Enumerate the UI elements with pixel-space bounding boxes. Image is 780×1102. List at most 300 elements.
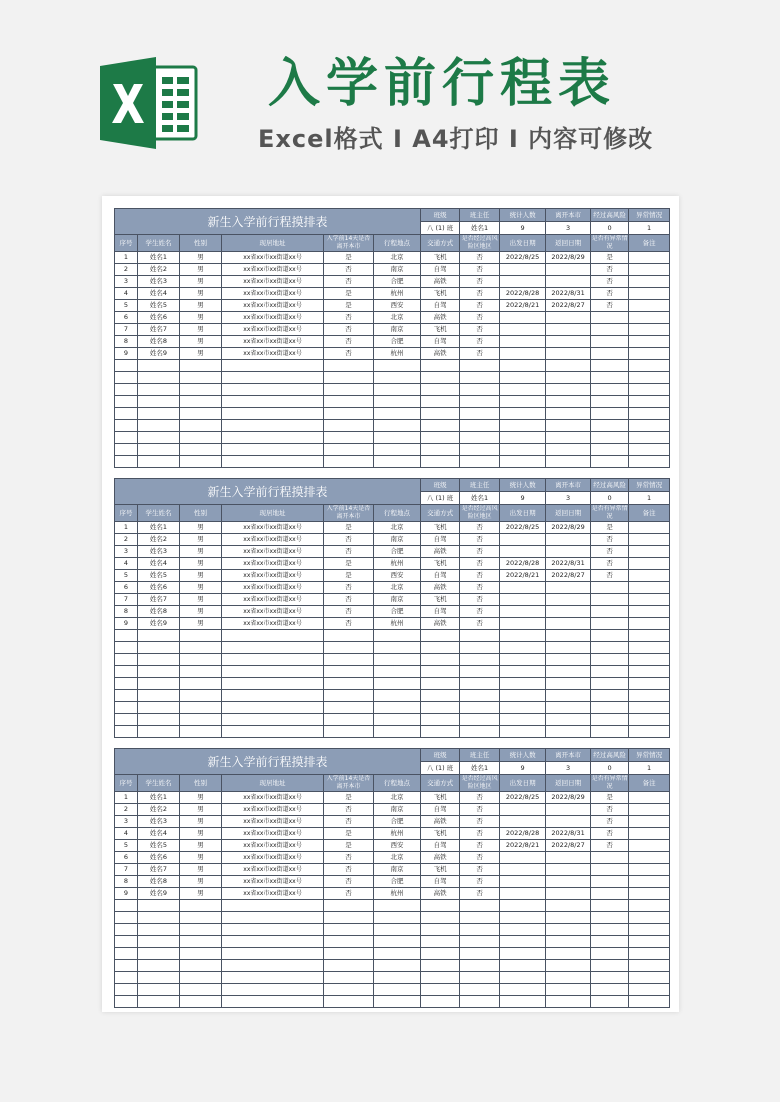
blank-cell: [115, 924, 138, 936]
table-cell: 2022/8/21: [500, 570, 546, 582]
table-cell: [591, 888, 629, 900]
table-cell: 否: [460, 252, 500, 264]
blank-row: [115, 912, 670, 924]
info-label: 班级: [421, 479, 460, 492]
blank-cell: [324, 360, 374, 372]
info-value: 1: [629, 762, 670, 775]
blank-cell: [500, 444, 546, 456]
table-cell: [629, 336, 670, 348]
table-cell: 是: [324, 570, 374, 582]
table-cell: 2022/8/28: [500, 288, 546, 300]
table-cell: 西安: [374, 840, 421, 852]
table-cell: [629, 570, 670, 582]
table-cell: [629, 594, 670, 606]
table-cell: [546, 876, 591, 888]
blank-cell: [180, 642, 222, 654]
blank-cell: [115, 420, 138, 432]
table-cell: [546, 888, 591, 900]
table-cell: 否: [460, 876, 500, 888]
table-cell: 否: [460, 534, 500, 546]
table-cell: [591, 594, 629, 606]
table-cell: 9: [115, 888, 138, 900]
blank-cell: [460, 702, 500, 714]
table-cell: 1: [115, 792, 138, 804]
table-cell: 否: [591, 804, 629, 816]
blank-cell: [374, 972, 421, 984]
table-cell: 姓名1: [138, 252, 180, 264]
blank-cell: [115, 384, 138, 396]
column-header: 入学前14天是否离开本市: [324, 235, 374, 252]
column-header: 序号: [115, 235, 138, 252]
blank-cell: [374, 456, 421, 468]
table-cell: 2022/8/28: [500, 828, 546, 840]
table-cell: 男: [180, 570, 222, 582]
table-row: [115, 312, 670, 324]
table-cell: 否: [460, 828, 500, 840]
blank-row: [115, 408, 670, 420]
blank-cell: [421, 360, 460, 372]
blank-cell: [546, 714, 591, 726]
blank-cell: [324, 630, 374, 642]
table-cell: 2022/8/29: [546, 792, 591, 804]
table-cell: [591, 312, 629, 324]
table-cell: 否: [460, 606, 500, 618]
blank-cell: [222, 900, 324, 912]
page-subtitle: Excel格式 I A4打印 I 内容可修改: [258, 125, 654, 153]
blank-cell: [591, 642, 629, 654]
table-cell: xx省xx市xx街道xx号: [222, 522, 324, 534]
column-header: 序号: [115, 505, 138, 522]
document-sheet: [102, 196, 679, 1012]
table-cell: 是: [324, 792, 374, 804]
blank-cell: [180, 690, 222, 702]
blank-cell: [374, 912, 421, 924]
table-cell: 8: [115, 336, 138, 348]
table-cell: [500, 534, 546, 546]
blank-cell: [138, 900, 180, 912]
info-label: 异常情况: [629, 209, 670, 222]
table-cell: 否: [324, 852, 374, 864]
blank-cell: [324, 654, 374, 666]
table-row: [115, 864, 670, 876]
blank-row: [115, 642, 670, 654]
blank-cell: [421, 444, 460, 456]
blank-cell: [324, 642, 374, 654]
blank-cell: [546, 642, 591, 654]
blank-cell: [222, 360, 324, 372]
table-cell: 飞机: [421, 522, 460, 534]
blank-cell: [629, 408, 670, 420]
column-header: 是否有异常情况: [591, 775, 628, 790]
table-cell: 姓名8: [138, 336, 180, 348]
blank-cell: [324, 960, 374, 972]
blank-cell: [115, 948, 138, 960]
blank-cell: [546, 360, 591, 372]
blank-cell: [180, 924, 222, 936]
info-value: 0: [591, 762, 629, 775]
table-cell: 6: [115, 582, 138, 594]
blank-cell: [500, 420, 546, 432]
info-label: 统计人数: [500, 749, 546, 762]
table-cell: [591, 582, 629, 594]
blank-cell: [374, 420, 421, 432]
blank-cell: [500, 360, 546, 372]
blank-cell: [500, 912, 546, 924]
table-cell: 8: [115, 876, 138, 888]
blank-cell: [629, 456, 670, 468]
table-cell: 杭州: [374, 558, 421, 570]
blank-cell: [629, 726, 670, 738]
blank-cell: [180, 726, 222, 738]
blank-cell: [222, 996, 324, 1008]
blank-cell: [138, 690, 180, 702]
table-row: [115, 840, 670, 852]
table-cell: 否: [460, 264, 500, 276]
blank-cell: [460, 384, 500, 396]
blank-cell: [460, 984, 500, 996]
blank-row: [115, 444, 670, 456]
table-cell: 1: [115, 252, 138, 264]
table-cell: [629, 546, 670, 558]
table-row: [115, 252, 670, 264]
blank-cell: [180, 630, 222, 642]
blank-cell: [421, 984, 460, 996]
blank-cell: [180, 984, 222, 996]
blank-cell: [115, 396, 138, 408]
table-cell: 杭州: [374, 348, 421, 360]
blank-row: [115, 996, 670, 1008]
table-cell: 男: [180, 276, 222, 288]
blank-cell: [546, 666, 591, 678]
table-cell: [591, 852, 629, 864]
column-header: 是否经过高风险区地区: [461, 505, 498, 520]
table-row: [115, 828, 670, 840]
table-cell: 是: [324, 522, 374, 534]
table-cell: 是: [324, 300, 374, 312]
table-cell: 姓名1: [138, 792, 180, 804]
blank-row: [115, 432, 670, 444]
table-cell: 2022/8/29: [546, 522, 591, 534]
table-cell: xx省xx市xx街道xx号: [222, 888, 324, 900]
table-cell: 男: [180, 252, 222, 264]
table-cell: 北京: [374, 792, 421, 804]
blank-cell: [500, 972, 546, 984]
table-cell: 否: [460, 522, 500, 534]
table-cell: 2022/8/21: [500, 300, 546, 312]
blank-cell: [138, 984, 180, 996]
blank-cell: [115, 936, 138, 948]
table-cell: 2022/8/31: [546, 828, 591, 840]
blank-cell: [546, 420, 591, 432]
blank-cell: [324, 456, 374, 468]
blank-cell: [222, 960, 324, 972]
blank-cell: [421, 396, 460, 408]
table-cell: 2022/8/27: [546, 570, 591, 582]
blank-cell: [222, 912, 324, 924]
table-cell: xx省xx市xx街道xx号: [222, 816, 324, 828]
table-row: [115, 582, 670, 594]
column-header: 出发日期: [500, 775, 546, 792]
table-row: [115, 276, 670, 288]
blank-cell: [222, 384, 324, 396]
table-cell: 2022/8/31: [546, 558, 591, 570]
table-cell: 姓名2: [138, 534, 180, 546]
blank-cell: [500, 678, 546, 690]
table-cell: 自驾: [421, 606, 460, 618]
table-cell: 杭州: [374, 288, 421, 300]
blank-cell: [138, 666, 180, 678]
table-cell: 否: [460, 582, 500, 594]
blank-cell: [629, 666, 670, 678]
info-label: 离开本市: [546, 749, 591, 762]
column-header: 交通方式: [421, 505, 460, 522]
blank-cell: [500, 726, 546, 738]
table-cell: 姓名8: [138, 606, 180, 618]
table-cell: 否: [324, 348, 374, 360]
table-cell: 男: [180, 582, 222, 594]
blank-cell: [460, 936, 500, 948]
info-value: 姓名1: [460, 492, 500, 505]
table-cell: 姓名7: [138, 594, 180, 606]
info-value: 八 (1) 班: [421, 762, 460, 775]
column-header: 学生姓名: [138, 235, 180, 252]
table-cell: [546, 324, 591, 336]
table-cell: 男: [180, 828, 222, 840]
blank-cell: [500, 396, 546, 408]
table-cell: 否: [460, 324, 500, 336]
table-cell: [546, 582, 591, 594]
table-cell: 否: [324, 546, 374, 558]
page-title: 入学前行程表: [268, 54, 617, 114]
blank-cell: [180, 444, 222, 456]
table-cell: 3: [115, 276, 138, 288]
info-value: 1: [629, 222, 670, 235]
blank-cell: [546, 456, 591, 468]
blank-cell: [629, 936, 670, 948]
table-cell: 否: [324, 264, 374, 276]
blank-cell: [115, 666, 138, 678]
table-row: [115, 816, 670, 828]
blank-cell: [222, 936, 324, 948]
table-cell: 姓名7: [138, 864, 180, 876]
table-cell: xx省xx市xx街道xx号: [222, 276, 324, 288]
table-cell: 2022/8/27: [546, 300, 591, 312]
info-label: 经过高风险: [591, 209, 629, 222]
table-title-row: [115, 749, 670, 762]
blank-cell: [324, 384, 374, 396]
table-cell: 7: [115, 324, 138, 336]
blank-cell: [115, 960, 138, 972]
blank-cell: [222, 444, 324, 456]
table-cell: [591, 876, 629, 888]
blank-cell: [324, 396, 374, 408]
table-cell: 姓名3: [138, 276, 180, 288]
blank-cell: [324, 444, 374, 456]
table-cell: [500, 864, 546, 876]
table-cell: 南京: [374, 264, 421, 276]
blank-cell: [546, 900, 591, 912]
blank-cell: [546, 996, 591, 1008]
blank-cell: [591, 912, 629, 924]
table-cell: 3: [115, 546, 138, 558]
blank-cell: [629, 432, 670, 444]
blank-cell: [629, 948, 670, 960]
blank-cell: [460, 924, 500, 936]
blank-cell: [500, 630, 546, 642]
table-row: [115, 618, 670, 630]
column-header-row: [115, 775, 670, 792]
table-cell: 否: [324, 276, 374, 288]
blank-cell: [546, 972, 591, 984]
table-cell: [629, 816, 670, 828]
info-label: 经过高风险: [591, 749, 629, 762]
table-cell: 男: [180, 288, 222, 300]
blank-cell: [138, 630, 180, 642]
blank-cell: [460, 444, 500, 456]
blank-cell: [546, 396, 591, 408]
table-cell: 7: [115, 864, 138, 876]
blank-cell: [546, 984, 591, 996]
blank-cell: [115, 456, 138, 468]
info-value: 3: [546, 222, 591, 235]
table-cell: 否: [324, 804, 374, 816]
table-cell: 否: [591, 558, 629, 570]
table-cell: 否: [591, 570, 629, 582]
table-cell: [500, 594, 546, 606]
table-cell: 飞机: [421, 792, 460, 804]
blank-cell: [629, 420, 670, 432]
column-header: 现居地址: [222, 505, 324, 522]
blank-cell: [324, 996, 374, 1008]
blank-cell: [324, 900, 374, 912]
table-cell: 男: [180, 264, 222, 276]
table-cell: 4: [115, 828, 138, 840]
table-cell: 否: [460, 804, 500, 816]
blank-cell: [421, 456, 460, 468]
column-header-row: [115, 505, 670, 522]
blank-cell: [421, 924, 460, 936]
table-cell: 男: [180, 804, 222, 816]
blank-cell: [222, 666, 324, 678]
table-cell: xx省xx市xx街道xx号: [222, 594, 324, 606]
blank-cell: [180, 408, 222, 420]
table-cell: 合肥: [374, 606, 421, 618]
table-cell: 姓名6: [138, 582, 180, 594]
blank-cell: [629, 690, 670, 702]
blank-cell: [138, 372, 180, 384]
table-cell: 西安: [374, 570, 421, 582]
table-cell: 姓名8: [138, 876, 180, 888]
blank-cell: [222, 726, 324, 738]
table-cell: xx省xx市xx街道xx号: [222, 324, 324, 336]
table-cell: 男: [180, 864, 222, 876]
blank-cell: [629, 900, 670, 912]
blank-cell: [138, 444, 180, 456]
table-cell: 否: [591, 816, 629, 828]
blank-cell: [591, 714, 629, 726]
table-cell: 男: [180, 558, 222, 570]
blank-cell: [500, 432, 546, 444]
blank-cell: [222, 432, 324, 444]
blank-cell: [180, 702, 222, 714]
blank-cell: [500, 456, 546, 468]
column-header: 学生姓名: [138, 505, 180, 522]
table-cell: 南京: [374, 534, 421, 546]
table-cell: 自驾: [421, 804, 460, 816]
info-label: 班主任: [460, 749, 500, 762]
blank-cell: [500, 900, 546, 912]
column-header: 行程地点: [374, 505, 421, 522]
column-header: 备注: [629, 505, 670, 522]
table-cell: xx省xx市xx街道xx号: [222, 864, 324, 876]
info-value: 9: [500, 492, 546, 505]
table-cell: [629, 606, 670, 618]
table-cell: [500, 324, 546, 336]
table-cell: 否: [591, 828, 629, 840]
info-value: 姓名1: [460, 222, 500, 235]
blank-cell: [460, 678, 500, 690]
blank-row: [115, 960, 670, 972]
table-cell: 自驾: [421, 300, 460, 312]
blank-cell: [421, 666, 460, 678]
blank-cell: [222, 678, 324, 690]
table-cell: 否: [324, 534, 374, 546]
blank-cell: [222, 372, 324, 384]
table-cell: 2022/8/31: [546, 288, 591, 300]
blank-cell: [180, 714, 222, 726]
table-cell: 男: [180, 594, 222, 606]
table-cell: 否: [460, 558, 500, 570]
table-cell: xx省xx市xx街道xx号: [222, 606, 324, 618]
table-cell: 飞机: [421, 828, 460, 840]
blank-cell: [324, 726, 374, 738]
blank-cell: [421, 372, 460, 384]
blank-cell: [629, 714, 670, 726]
table-cell: 否: [324, 324, 374, 336]
table-cell: 是: [324, 840, 374, 852]
table-cell: 否: [324, 816, 374, 828]
info-label: 离开本市: [546, 209, 591, 222]
table-cell: 高铁: [421, 618, 460, 630]
column-header: 出发日期: [500, 505, 546, 522]
blank-row: [115, 948, 670, 960]
blank-cell: [374, 996, 421, 1008]
table-cell: xx省xx市xx街道xx号: [222, 852, 324, 864]
blank-cell: [500, 654, 546, 666]
table-row: [115, 570, 670, 582]
table-cell: 是: [591, 522, 629, 534]
table-cell: xx省xx市xx街道xx号: [222, 558, 324, 570]
info-label: 统计人数: [500, 479, 546, 492]
column-header-row: [115, 235, 670, 252]
table-row: [115, 804, 670, 816]
table-cell: [629, 348, 670, 360]
table-cell: 5: [115, 570, 138, 582]
blank-cell: [591, 420, 629, 432]
blank-cell: [591, 984, 629, 996]
column-header: 交通方式: [421, 235, 460, 252]
blank-cell: [500, 666, 546, 678]
info-label: 异常情况: [629, 749, 670, 762]
blank-cell: [324, 678, 374, 690]
blank-cell: [374, 960, 421, 972]
table-cell: xx省xx市xx街道xx号: [222, 336, 324, 348]
blank-row: [115, 666, 670, 678]
table-row: [115, 594, 670, 606]
blank-cell: [138, 912, 180, 924]
blank-cell: [180, 666, 222, 678]
blank-cell: [546, 690, 591, 702]
